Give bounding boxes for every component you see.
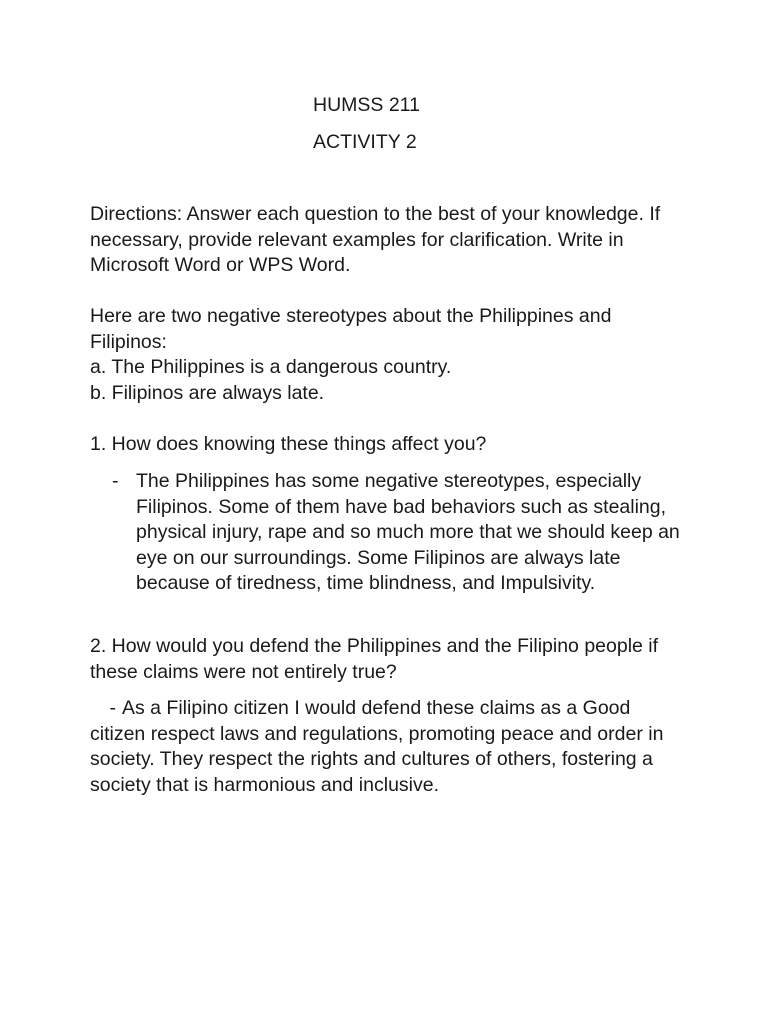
- activity-heading: ACTIVITY 2: [313, 131, 417, 153]
- stereotype-item-a: a. The Philippines is a dangerous country.: [90, 356, 452, 379]
- stereotypes-section: [90, 304, 690, 406]
- dash-bullet: -: [109, 697, 116, 719]
- answer-1: [90, 469, 690, 597]
- directions-text: Directions: Answer each question to the best of your knowledge. If necessary, provide relevant examples for clarification. Write in Microsoft Word or WPS Word.: [90, 203, 661, 277]
- question-1: [90, 432, 690, 458]
- answer-2: [90, 696, 690, 798]
- dash-bullet: -: [112, 470, 119, 492]
- answer-1-text: The Philippines has some negative stereotypes, especially Filipinos. Some of them have bad behaviors such as stealing, physical injury, rape and so much more that we should keep an eye on our surroundings. Some Filipinos are always late because of tiredness, time blindness, and Impulsivity.: [136, 470, 680, 595]
- stereotypes-intro: Here are two negative stereotypes about the Philippines and Filipinos:: [90, 305, 612, 353]
- answer-2-paragraph: [90, 696, 690, 798]
- directions-paragraph: [90, 202, 690, 279]
- question-2: [90, 634, 690, 685]
- question-1-text: 1. How does knowing these things affect you?: [90, 433, 487, 455]
- stereotype-item-b: b. Filipinos are always late.: [90, 381, 325, 404]
- course-code-heading: HUMSS 211: [313, 94, 420, 116]
- answer-2-text: As a Filipino citizen I would defend these claims as a Good citizen respect laws and regulations, promoting peace and order in society. They respect the rights and cultures of others, fostering a society that is harmonious and inclusive.: [90, 697, 664, 796]
- question-2-text: 2. How would you defend the Philippines and the Filipino people if these claims were not entirely true?: [90, 635, 659, 683]
- answer-1-list-item: [90, 469, 690, 597]
